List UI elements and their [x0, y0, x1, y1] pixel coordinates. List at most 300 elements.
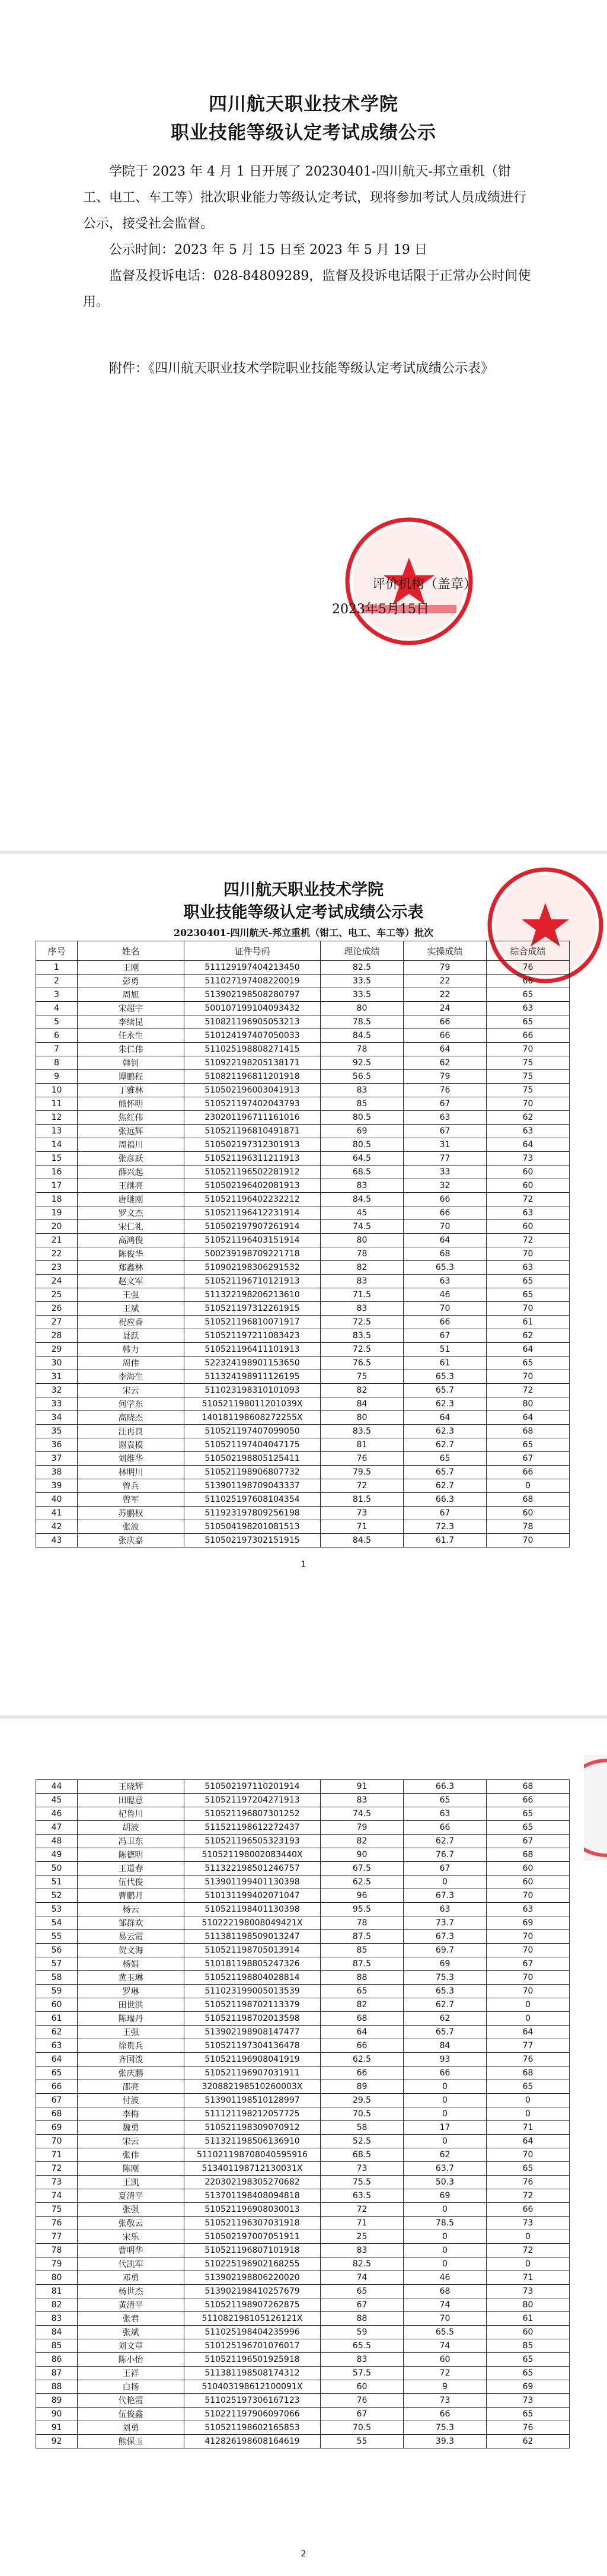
cell-index: 12 — [36, 1111, 78, 1125]
table-row — [36, 2339, 570, 2353]
cell-overall-score: 80 — [487, 1397, 570, 1411]
cell-overall-score: 64 — [487, 2135, 570, 2148]
cell-id-number: 522324198901153650 — [184, 1357, 321, 1370]
cell-theory-score: 91 — [321, 1780, 404, 1794]
cell-practical-score: 74 — [404, 2339, 487, 2353]
cell-index: 89 — [36, 2394, 78, 2408]
cell-theory-score: 84 — [321, 1397, 404, 1411]
cell-practical-score: 62 — [404, 2012, 487, 2026]
cell-id-number: 510521197312261915 — [184, 1302, 321, 1316]
cell-theory-score: 45 — [321, 1206, 404, 1220]
cell-id-number: 510521196807101918 — [184, 2244, 321, 2257]
table-row — [36, 2244, 570, 2257]
cell-id-number: 511027197408220019 — [184, 975, 321, 988]
cell-overall-score: 73 — [487, 2394, 570, 2408]
table-row — [36, 1438, 570, 1452]
cell-index: 5 — [36, 1015, 78, 1029]
cell-practical-score: 65.3 — [404, 1261, 487, 1275]
cell-overall-score: 64 — [487, 1343, 570, 1357]
cell-theory-score: 72.5 — [321, 1343, 404, 1357]
cell-practical-score: 0 — [404, 2080, 487, 2094]
cell-id-number: 412826198608164619 — [184, 2435, 321, 2448]
cell-practical-score: 66 — [404, 1015, 487, 1029]
cell-id-number: 510521198907262875 — [184, 2298, 321, 2312]
cell-name: 张敬云 — [78, 2217, 184, 2230]
table-row — [36, 1261, 570, 1275]
page-number: 2 — [301, 2549, 306, 2559]
cell-theory-score: 85 — [321, 1944, 404, 1957]
cell-theory-score: 78 — [321, 1916, 404, 1930]
cell-name: 伍俊鑫 — [78, 2408, 184, 2421]
cell-name: 宋仁礼 — [78, 1220, 184, 1234]
cell-id-number: 511025197608104354 — [184, 1493, 321, 1507]
cell-overall-score: 70 — [487, 1534, 570, 1547]
cell-overall-score: 70 — [487, 1097, 570, 1111]
cell-theory-score: 87.5 — [321, 1957, 404, 1971]
cell-name: 陈俊华 — [78, 1247, 184, 1261]
table-row — [36, 2230, 570, 2244]
cell-practical-score: 70 — [404, 1302, 487, 1316]
cell-overall-score: 64 — [487, 2026, 570, 2039]
cell-id-number: 510502197110201914 — [184, 1780, 321, 1794]
cell-theory-score: 84.5 — [321, 1193, 404, 1206]
cell-id-number: 511025198404235996 — [184, 2326, 321, 2339]
cell-id-number: 500239198709221718 — [184, 1247, 321, 1261]
cell-theory-score: 83.5 — [321, 1329, 404, 1343]
cell-id-number: 510521196403151914 — [184, 1234, 321, 1247]
cell-index: 88 — [36, 2380, 78, 2394]
cell-index: 17 — [36, 1179, 78, 1193]
cell-theory-score: 29.5 — [321, 2094, 404, 2107]
cell-overall-score: 72 — [487, 1193, 570, 1206]
cell-theory-score: 67 — [321, 2298, 404, 2312]
table-row — [36, 1985, 570, 1998]
cell-overall-score: 77 — [487, 2039, 570, 2053]
notice-title-subject: 职业技能等级认定考试成绩公示 — [171, 122, 436, 144]
cell-name: 杨世杰 — [78, 2285, 184, 2298]
cell-name: 高晓杰 — [78, 1411, 184, 1425]
cell-overall-score: 75 — [487, 1070, 570, 1084]
cell-id-number: 510131199402071047 — [184, 1889, 321, 1903]
table-row — [36, 1534, 570, 1547]
cell-overall-score: 65 — [487, 1821, 570, 1835]
cell-overall-score: 65 — [487, 1015, 570, 1029]
cell-theory-score: 33.5 — [321, 988, 404, 1002]
cell-index: 36 — [36, 1438, 78, 1452]
cell-overall-score: 68 — [487, 2066, 570, 2080]
cell-theory-score: 72 — [321, 2203, 404, 2217]
cell-overall-score: 63 — [487, 1261, 570, 1275]
cell-index: 51 — [36, 1876, 78, 1889]
score-table-part-1 — [36, 941, 570, 1547]
cell-name: 周伟 — [78, 1357, 184, 1370]
cell-practical-score: 78.5 — [404, 2217, 487, 2230]
cell-name: 张彦跃 — [78, 1152, 184, 1166]
table-row — [36, 1971, 570, 1985]
cell-theory-score: 62.5 — [321, 2053, 404, 2066]
cell-id-number: 511923197809256198 — [184, 1507, 321, 1520]
cell-index: 75 — [36, 2203, 78, 2217]
cell-theory-score: 76.5 — [321, 1357, 404, 1370]
cell-name: 曹鹏月 — [78, 1889, 184, 1903]
cell-id-number: 510521196505323193 — [184, 1835, 321, 1848]
cell-theory-score: 64 — [321, 2026, 404, 2039]
cell-index: 4 — [36, 1002, 78, 1015]
cell-id-number: 510521197407099050 — [184, 1425, 321, 1438]
notice-signer: 评价机构（盖章） — [372, 577, 477, 592]
cell-id-number: 511322198501246757 — [184, 1862, 321, 1876]
cell-id-number: 510222198008049421X — [184, 1916, 321, 1930]
table-row — [36, 1043, 570, 1056]
cell-overall-score: 70 — [487, 1944, 570, 1957]
table-title-institution: 四川航天职业技术学院 — [223, 881, 384, 899]
table-header-row — [36, 941, 570, 961]
cell-index: 29 — [36, 1343, 78, 1357]
cell-practical-score: 67 — [404, 1097, 487, 1111]
cell-theory-score: 83 — [321, 1179, 404, 1193]
cell-name: 邹群欢 — [78, 1916, 184, 1930]
table-row — [36, 1425, 570, 1438]
cell-overall-score: 76 — [487, 961, 570, 975]
cell-name: 周福川 — [78, 1138, 184, 1152]
table-row — [36, 2380, 570, 2394]
table-row — [36, 2012, 570, 2026]
cell-name: 赵文军 — [78, 1275, 184, 1288]
cell-name: 林明川 — [78, 1466, 184, 1479]
cell-overall-score: 0 — [487, 2107, 570, 2121]
cell-id-number: 510521198011201039X — [184, 1397, 321, 1411]
cell-name: 焦红伟 — [78, 1111, 184, 1125]
cell-name: 黄清平 — [78, 2298, 184, 2312]
cell-index: 69 — [36, 2121, 78, 2135]
cell-name: 李梅 — [78, 2107, 184, 2121]
cell-index: 2 — [36, 975, 78, 988]
cell-index: 60 — [36, 1998, 78, 2012]
cell-name: 张波 — [78, 1520, 184, 1534]
cell-name: 王继亮 — [78, 1179, 184, 1193]
cell-id-number: 510521198309070912 — [184, 2121, 321, 2135]
cell-id-number: 510521198804028814 — [184, 1971, 321, 1985]
cell-name: 代艳霞 — [78, 2394, 184, 2408]
table-row — [36, 1084, 570, 1097]
cell-id-number: 320882198510260003X — [184, 2080, 321, 2094]
cell-overall-score: 62 — [487, 1111, 570, 1125]
cell-overall-score: 63 — [487, 1903, 570, 1916]
table-row — [36, 2217, 570, 2230]
cell-theory-score: 65.5 — [321, 2339, 404, 2353]
table-row — [36, 1166, 570, 1179]
cell-name: 陈瑞丹 — [78, 2012, 184, 2026]
cell-theory-score: 76 — [321, 2394, 404, 2408]
table-row — [36, 2326, 570, 2339]
table-row — [36, 2080, 570, 2094]
cell-practical-score: 9 — [404, 2380, 487, 2394]
table-row — [36, 1452, 570, 1466]
cell-practical-score: 61.7 — [404, 1534, 487, 1547]
cell-id-number: 510521198705013914 — [184, 1944, 321, 1957]
table-row — [36, 1397, 570, 1411]
cell-theory-score: 55 — [321, 2435, 404, 2448]
cell-theory-score: 81.5 — [321, 1493, 404, 1507]
table-row — [36, 1220, 570, 1234]
cell-practical-score: 84 — [404, 2039, 487, 2053]
cell-overall-score: 63 — [487, 1206, 570, 1220]
cell-index: 28 — [36, 1329, 78, 1343]
cell-index: 78 — [36, 2244, 78, 2257]
cell-index: 20 — [36, 1220, 78, 1234]
cell-practical-score: 62 — [404, 1056, 487, 1070]
cell-overall-score: 70 — [487, 1889, 570, 1903]
cell-name: 谭鹏程 — [78, 1070, 184, 1084]
cell-practical-score: 66.3 — [404, 1493, 487, 1507]
cell-theory-score: 87.5 — [321, 1930, 404, 1944]
table-row — [36, 2121, 570, 2135]
cell-id-number: 510821196905053213 — [184, 1015, 321, 1029]
cell-id-number: 510521196908041919 — [184, 2053, 321, 2066]
table-row — [36, 1370, 570, 1384]
cell-id-number: 510821196811201918 — [184, 1070, 321, 1084]
table-row — [36, 2298, 570, 2312]
table-row — [36, 1916, 570, 1930]
cell-practical-score: 63 — [404, 1903, 487, 1916]
cell-theory-score: 80 — [321, 1411, 404, 1425]
cell-practical-score: 66 — [404, 2066, 487, 2080]
table-row — [36, 1794, 570, 1807]
cell-practical-score: 67.3 — [404, 1889, 487, 1903]
cell-practical-score: 67 — [404, 1862, 487, 1876]
cell-practical-score: 76 — [404, 1084, 487, 1097]
header-practical-score: 实操成绩 — [404, 941, 487, 961]
notice-paragraph-hotline: 监督及投诉电话：028-84809289，监督及投诉电话限于正常办公时间使用。 — [83, 269, 531, 310]
table-row — [36, 2176, 570, 2189]
notice-page — [0, 0, 607, 854]
cell-name: 张君 — [78, 2312, 184, 2326]
cell-name: 朱仁伟 — [78, 1043, 184, 1056]
cell-practical-score: 79 — [404, 1070, 487, 1084]
cell-overall-score: 0 — [487, 1998, 570, 2012]
cell-name: 熊保玉 — [78, 2435, 184, 2448]
cell-id-number: 510521198401130398 — [184, 1903, 321, 1916]
cell-overall-score: 70 — [487, 1971, 570, 1985]
cell-practical-score: 70 — [404, 1220, 487, 1234]
cell-practical-score: 0 — [404, 2257, 487, 2271]
cell-practical-score: 62 — [404, 2148, 487, 2162]
cell-theory-score: 78 — [321, 1043, 404, 1056]
table-row — [36, 2053, 570, 2066]
cell-practical-score: 67 — [404, 1507, 487, 1520]
cell-overall-score: 66 — [487, 1794, 570, 1807]
cell-index: 84 — [36, 2326, 78, 2339]
cell-name: 易云霞 — [78, 1930, 184, 1944]
cell-name: 罗琳 — [78, 1985, 184, 1998]
cell-name: 代凯军 — [78, 2257, 184, 2271]
cell-id-number: 511521198612272437 — [184, 1821, 321, 1835]
cell-practical-score: 63 — [404, 1111, 487, 1125]
cell-theory-score: 88 — [321, 2312, 404, 2326]
cell-overall-score: 63 — [487, 1002, 570, 1015]
cell-overall-score: 80 — [487, 2298, 570, 2312]
cell-index: 40 — [36, 1493, 78, 1507]
cell-index: 24 — [36, 1275, 78, 1288]
cell-name: 韩钊 — [78, 1056, 184, 1070]
table-row — [36, 1848, 570, 1862]
cell-index: 30 — [36, 1357, 78, 1370]
table-row — [36, 1411, 570, 1425]
cell-practical-score: 62.3 — [404, 1397, 487, 1411]
table-row — [36, 1002, 570, 1015]
cell-practical-score: 62.7 — [404, 1998, 487, 2012]
cell-index: 86 — [36, 2353, 78, 2367]
cell-id-number: 510124197407050033 — [184, 1029, 321, 1043]
cell-practical-score: 75.3 — [404, 1971, 487, 1985]
cell-index: 49 — [36, 1848, 78, 1862]
cell-name: 田世洪 — [78, 1998, 184, 2012]
cell-practical-score: 65 — [404, 1452, 487, 1466]
cell-theory-score: 52.5 — [321, 2135, 404, 2148]
cell-practical-score: 65.7 — [404, 1384, 487, 1397]
notice-attachment: 附件：《四川航天职业技术学院职业技能等级认定考试成绩公示表》 — [109, 361, 494, 376]
cell-name: 杨云 — [78, 1903, 184, 1916]
cell-theory-score: 95.5 — [321, 1903, 404, 1916]
table-row — [36, 1111, 570, 1125]
cell-overall-score: 65 — [487, 1275, 570, 1288]
cell-theory-score: 80 — [321, 1002, 404, 1015]
cell-overall-score: 72 — [487, 2189, 570, 2203]
cell-name: 田聪意 — [78, 1794, 184, 1807]
cell-id-number: 511381198509013247 — [184, 1930, 321, 1944]
cell-theory-score: 68.5 — [321, 2148, 404, 2162]
cell-index: 52 — [36, 1889, 78, 1903]
cell-overall-score: 72 — [487, 2244, 570, 2257]
cell-index: 91 — [36, 2421, 78, 2435]
cell-theory-score: 82.5 — [321, 2257, 404, 2271]
cell-practical-score: 0 — [404, 1876, 487, 1889]
cell-index: 82 — [36, 2298, 78, 2312]
cell-theory-score: 96 — [321, 1889, 404, 1903]
cell-name: 宋云 — [78, 1384, 184, 1397]
cell-practical-score: 79 — [404, 961, 487, 975]
header-overall-score: 综合成绩 — [487, 941, 570, 961]
cell-practical-score: 63 — [404, 1807, 487, 1821]
cell-index: 31 — [36, 1370, 78, 1384]
cell-id-number: 510521196710121913 — [184, 1275, 321, 1288]
table-row — [36, 1862, 570, 1876]
cell-overall-score: 65 — [487, 2080, 570, 2094]
cell-practical-score: 66 — [404, 2408, 487, 2421]
cell-id-number: 500107199104093432 — [184, 1002, 321, 1015]
cell-practical-score: 67.3 — [404, 1930, 487, 1944]
cell-overall-score: 75 — [487, 1056, 570, 1070]
cell-index: 14 — [36, 1138, 78, 1152]
cell-practical-score: 65.7 — [404, 2026, 487, 2039]
cell-overall-score: 65 — [487, 1438, 570, 1452]
cell-practical-score: 68 — [404, 2285, 487, 2298]
cell-index: 61 — [36, 2012, 78, 2026]
cell-practical-score: 63 — [404, 1275, 487, 1288]
table-row — [36, 975, 570, 988]
cell-theory-score: 25 — [321, 2230, 404, 2244]
cell-name: 贺文海 — [78, 1944, 184, 1957]
cell-id-number: 510521197304136478 — [184, 2039, 321, 2053]
cell-theory-score: 75.5 — [321, 2176, 404, 2189]
cell-index: 32 — [36, 1384, 78, 1397]
cell-name: 王强 — [78, 1288, 184, 1302]
table-row — [36, 1138, 570, 1152]
cell-name: 曾军 — [78, 1493, 184, 1507]
cell-name: 王祥 — [78, 2367, 184, 2380]
cell-practical-score: 66 — [404, 1029, 487, 1043]
cell-practical-score: 73 — [404, 2394, 487, 2408]
cell-overall-score: 66 — [487, 975, 570, 988]
table-row — [36, 2189, 570, 2203]
table-row — [36, 1835, 570, 1848]
cell-id-number: 513901199401130398 — [184, 1876, 321, 1889]
cell-overall-score: 60 — [487, 1507, 570, 1520]
cell-practical-score: 65.7 — [404, 1466, 487, 1479]
cell-practical-score: 0 — [404, 2244, 487, 2257]
cell-id-number: 510521196311211913 — [184, 1152, 321, 1166]
cell-theory-score: 72 — [321, 1479, 404, 1493]
cell-name: 张庆嘉 — [78, 1534, 184, 1547]
cell-id-number: 510502196402081913 — [184, 1179, 321, 1193]
cell-index: 48 — [36, 1835, 78, 1848]
table-row — [36, 2435, 570, 2448]
table-row — [36, 1316, 570, 1329]
cell-practical-score: 39.3 — [404, 2435, 487, 2448]
cell-name: 杨娟 — [78, 1957, 184, 1971]
cell-practical-score: 22 — [404, 975, 487, 988]
cell-name: 齐国泼 — [78, 2053, 184, 2066]
cell-id-number: 510521197211083423 — [184, 1329, 321, 1343]
cell-practical-score: 0 — [404, 2135, 487, 2148]
cell-id-number: 510521197404047175 — [184, 1438, 321, 1452]
cell-overall-score: 0 — [487, 2230, 570, 2244]
cell-index: 53 — [36, 1903, 78, 1916]
cell-theory-score: 70.5 — [321, 2107, 404, 2121]
cell-index: 46 — [36, 1807, 78, 1821]
table-row — [36, 1479, 570, 1493]
table-row — [36, 2135, 570, 2148]
cell-name: 聂跃 — [78, 1329, 184, 1343]
cell-theory-score: 78.5 — [321, 1015, 404, 1029]
cell-overall-score: 72 — [487, 1234, 570, 1247]
cell-practical-score: 65.5 — [404, 2326, 487, 2339]
cell-id-number: 510521196502281912 — [184, 1166, 321, 1179]
cell-theory-score: 76 — [321, 1452, 404, 1466]
cell-overall-score: 76 — [487, 2176, 570, 2189]
cell-id-number: 513902198908147477 — [184, 2026, 321, 2039]
cell-index: 7 — [36, 1043, 78, 1056]
cell-overall-score: 0 — [487, 2257, 570, 2271]
cell-overall-score: 62 — [487, 1329, 570, 1343]
cell-overall-score: 65 — [487, 2353, 570, 2367]
cell-overall-score: 70 — [487, 1302, 570, 1316]
table-row — [36, 1015, 570, 1029]
header-index: 序号 — [36, 941, 78, 961]
table-row — [36, 961, 570, 975]
cell-overall-score: 65 — [487, 2367, 570, 2380]
cell-theory-score: 66 — [321, 2039, 404, 2053]
cell-name: 宋乐 — [78, 2230, 184, 2244]
cell-name: 陈小怡 — [78, 2353, 184, 2367]
cell-name: 徐贵兵 — [78, 2039, 184, 2053]
cell-id-number: 510181198805247326 — [184, 1957, 321, 1971]
cell-id-number: 511322198206213610 — [184, 1288, 321, 1302]
cell-practical-score: 64 — [404, 1411, 487, 1425]
cell-name: 王晓辉 — [78, 1780, 184, 1794]
cell-name: 张强 — [78, 2203, 184, 2217]
cell-practical-score: 64 — [404, 1043, 487, 1056]
